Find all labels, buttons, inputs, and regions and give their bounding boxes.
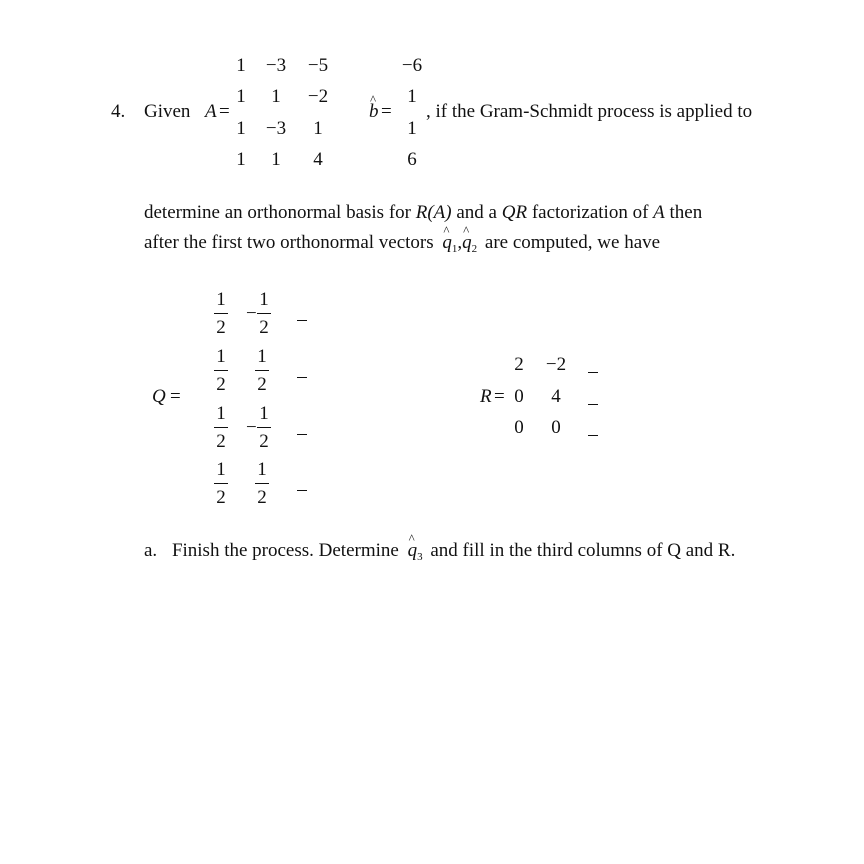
q-equals: = (170, 386, 181, 407)
r-blank-entry (588, 404, 598, 405)
fraction-bar (214, 313, 228, 314)
hat-symbol: ^ q (408, 541, 418, 560)
part-a-label: a. (144, 540, 158, 561)
problem-line1-tail: , if the Gram-Schmidt process is applied to (426, 101, 753, 122)
subscript: 3 (417, 551, 423, 563)
fraction-bar (255, 370, 269, 371)
comma: , (457, 232, 463, 253)
q-denominator: 2 (259, 431, 269, 452)
q-blank-entry (297, 377, 307, 378)
part-a (144, 541, 735, 563)
part-a-text1: Finish the process. Determine (171, 540, 399, 561)
subscript: 1 (451, 243, 458, 255)
matrix-a-cell: −3 (265, 55, 287, 76)
r-cell: 0 (551, 417, 561, 438)
r-label: R (480, 386, 492, 407)
q-numerator: 1 (259, 403, 269, 424)
vector-b-entry: −6 (401, 55, 423, 76)
matrix-a-cell: −2 (307, 86, 329, 107)
matrix-a-cell: 4 (313, 149, 323, 170)
q-blank-entry (297, 320, 307, 321)
problem-line3 (144, 233, 660, 255)
q-numerator: 1 (257, 346, 267, 367)
problem-line2 (144, 203, 702, 222)
matrix-a-cell: −3 (265, 118, 287, 139)
q-denominator: 2 (257, 374, 267, 395)
q-denominator: 2 (259, 317, 269, 338)
r-cell: 4 (551, 386, 561, 407)
r-blank-entry (588, 435, 598, 436)
vector-b-label (369, 102, 379, 121)
q-denominator: 2 (216, 317, 226, 338)
range-a: R(A) (415, 202, 452, 223)
matrix-a-cell: 1 (271, 86, 281, 107)
q-denominator: 2 (257, 487, 267, 508)
r-cell: −2 (545, 354, 567, 375)
subscript: 2 (471, 243, 478, 255)
matrix-a-ref: A (653, 202, 665, 223)
q-minus-sign: − (246, 303, 257, 324)
r-cell: 0 (514, 386, 524, 407)
hat-symbol: ^ b (369, 102, 379, 121)
fraction-bar (257, 427, 271, 428)
line2-text-d: then (669, 202, 703, 223)
hat-symbol: ^ q (462, 233, 472, 252)
problem-number: 4. (111, 101, 126, 122)
q-denominator: 2 (216, 374, 226, 395)
line3-text-b: are computed, we have (484, 232, 661, 253)
q-denominator: 2 (216, 487, 226, 508)
matrix-a-equals: = (219, 101, 230, 122)
q-denominator: 2 (216, 431, 226, 452)
q-numerator: 1 (216, 346, 226, 367)
matrix-a-cell: 1 (236, 118, 246, 139)
fraction-bar (257, 313, 271, 314)
q-minus-sign: − (246, 417, 257, 438)
part-a-text2: and fill in the third columns of Q and R. (430, 540, 736, 561)
q1-hat (442, 232, 457, 253)
r-equals: = (494, 386, 505, 407)
matrix-a-cell: −5 (307, 55, 329, 76)
vector-b-equals: = (381, 101, 392, 122)
matrix-a-cell: 1 (271, 149, 281, 170)
fraction-bar (214, 370, 228, 371)
fraction-bar (214, 427, 228, 428)
q-numerator: 1 (216, 459, 226, 480)
q-numerator: 1 (216, 289, 226, 310)
r-blank-entry (588, 372, 598, 373)
q-blank-entry (297, 434, 307, 435)
fraction-bar (214, 483, 228, 484)
matrix-a-label: A (205, 101, 217, 122)
q-blank-entry (297, 490, 307, 491)
q3-hat (408, 540, 423, 561)
line2-text-c: factorization of (531, 202, 649, 223)
q-numerator: 1 (257, 459, 267, 480)
vector-b-entry: 1 (407, 86, 417, 107)
matrix-a-cell: 1 (236, 86, 246, 107)
vector-b-entry: 1 (407, 118, 417, 139)
matrix-a-cell: 1 (236, 149, 246, 170)
line3-text-a: after the first two orthonormal vectors (144, 232, 434, 253)
given-text: Given (144, 101, 191, 122)
vector-b-entry: 6 (407, 149, 417, 170)
q-numerator: 1 (259, 289, 269, 310)
q-label: Q (152, 386, 166, 407)
matrix-a-cell: 1 (236, 55, 246, 76)
line2-text-b: and a (456, 202, 497, 223)
q-numerator: 1 (216, 403, 226, 424)
r-cell: 0 (514, 417, 524, 438)
matrix-a-cell: 1 (313, 118, 323, 139)
r-cell: 2 (514, 354, 524, 375)
q2-hat (462, 232, 477, 253)
line2-text-a: determine an orthonormal basis for (144, 202, 411, 223)
qr-label: QR (501, 202, 528, 223)
hat-symbol: ^ q (442, 233, 452, 252)
fraction-bar (255, 483, 269, 484)
